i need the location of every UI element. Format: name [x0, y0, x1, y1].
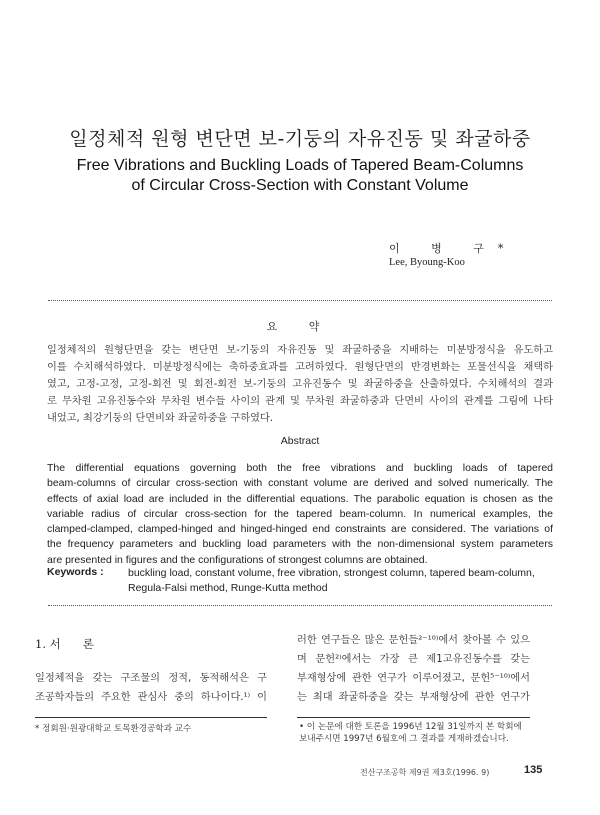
abstract-line: The differential equations governing both the free vibrations and buckling loads of tapered	[47, 462, 553, 474]
abstract-paragraph	[47, 461, 553, 568]
footnote-affiliation: * 정회원·원광대학교 토목환경공학과 교수	[35, 724, 192, 734]
footnote-discussion	[299, 721, 522, 745]
summary-line: 일정체적의 원형단면을 갖는 변단면 보-기둥의 자유진동 및 좌굴하중을 지배하는 미분방정식을 유도하고	[47, 345, 553, 356]
right-column-text	[297, 631, 530, 707]
section-number: 1. 서	[35, 637, 61, 651]
paper-title-korean: 일정체적 원형 변단면 보-기둥의 자유진동 및 좌굴하중	[69, 128, 531, 150]
keywords-text	[128, 566, 553, 597]
body-line: 부재형상에 관한 연구가 이루어졌고, 문헌⁵⁻¹⁰⁾에서	[297, 673, 530, 684]
footnote-line: 보내주시면 1997년 6월호에 그 결과를 게재하겠습니다.	[299, 734, 509, 744]
author-korean: 이 병 구*	[389, 242, 518, 255]
keywords-line: buckling load, constant volume, free vibration, strongest column, tapered beam-column,	[128, 567, 535, 579]
abstract-line: are presented in figures and the configurations of strongest columns are obtained.	[47, 553, 428, 566]
summary-line: 이를 수치해석하였다. 미분방정식에는 축하중효과를 고려하였다. 원형단면의 반경변화는 포물선식을 채택하	[47, 362, 553, 373]
abstract-line: clamped-clamped, clamped-hinged and hinged-hinged end constraints are considered. The variations of	[47, 523, 553, 536]
body-line: 는 최대 좌굴하중을 갖는 부재형상에 관한 연구가	[297, 692, 530, 703]
paper-title-english-line-2: of Circular Cross-Section with Constant Volume	[131, 177, 469, 194]
section-heading	[35, 636, 116, 652]
section-title: 론	[82, 637, 94, 651]
summary-paragraph	[47, 342, 553, 427]
separator-line	[48, 605, 552, 606]
body-line: 조공학자들의 주요한 관심사 중의 하나이다.¹⁾ 이	[35, 692, 267, 703]
abstract-line: effects of axial load are included in the differential equations. The parabolic equation is chosen as the	[47, 492, 553, 505]
body-line: 일정체적을 갖는 구조물의 정적, 동적해석은 구	[35, 673, 267, 684]
abstract-line: variable radius of circular cross-section for the tapered beam-column. In numerical examples, the	[47, 507, 553, 520]
footnote-rule	[35, 717, 267, 718]
abstract-heading: Abstract	[280, 435, 320, 447]
abstract-line: the frequency parameters and buckling load parameters with the non-dimensional system parameters	[47, 538, 553, 551]
keywords-line: Regula-Falsi method, Runge-Kutta method	[128, 582, 328, 595]
footnote-line: • 이 논문에 대한 토론을 1996년 12월 31일까지 본 학회에	[299, 722, 522, 732]
body-line: 며 문헌²⁾에서는 가장 큰 제1고유진동수를 갖는	[297, 654, 530, 665]
journal-reference: 전산구조공학 제9권 제3호(1996. 9)	[360, 768, 490, 777]
author-english: Lee, Byoung-Koo	[389, 257, 465, 268]
page-number: 135	[524, 764, 543, 776]
summary-heading: 요 약	[266, 320, 334, 333]
summary-line: 였고, 고정-고정, 고정-회전 및 회전-회전 보-기둥의 고유진동수 및 좌굴하중을 산출하였다. 수치해석의 결과	[47, 379, 553, 390]
summary-line: 내었고, 최강기둥의 단면비와 좌굴하중을 구하였다.	[47, 413, 274, 424]
abstract-line: beam-columns of circular cross-section with constant volume are derived and solved numerically. The	[47, 477, 553, 490]
left-column-text	[35, 669, 267, 707]
paper-title-english-line-1: Free Vibrations and Buckling Loads of Tapered Beam-Columns	[76, 157, 524, 174]
keywords-label: Keywords :	[47, 566, 104, 578]
body-line: 러한 연구들은 많은 문헌들²⁻¹⁰⁾에서 찾아볼 수 있으	[297, 635, 530, 646]
separator-line	[48, 300, 552, 301]
footnote-rule	[297, 717, 530, 718]
summary-line: 로 무차원 고유진동수와 무차원 변수들 사이의 관계 및 무차원 좌굴하중과 단면비 사이의 관계를 그림에 나타	[47, 396, 553, 407]
